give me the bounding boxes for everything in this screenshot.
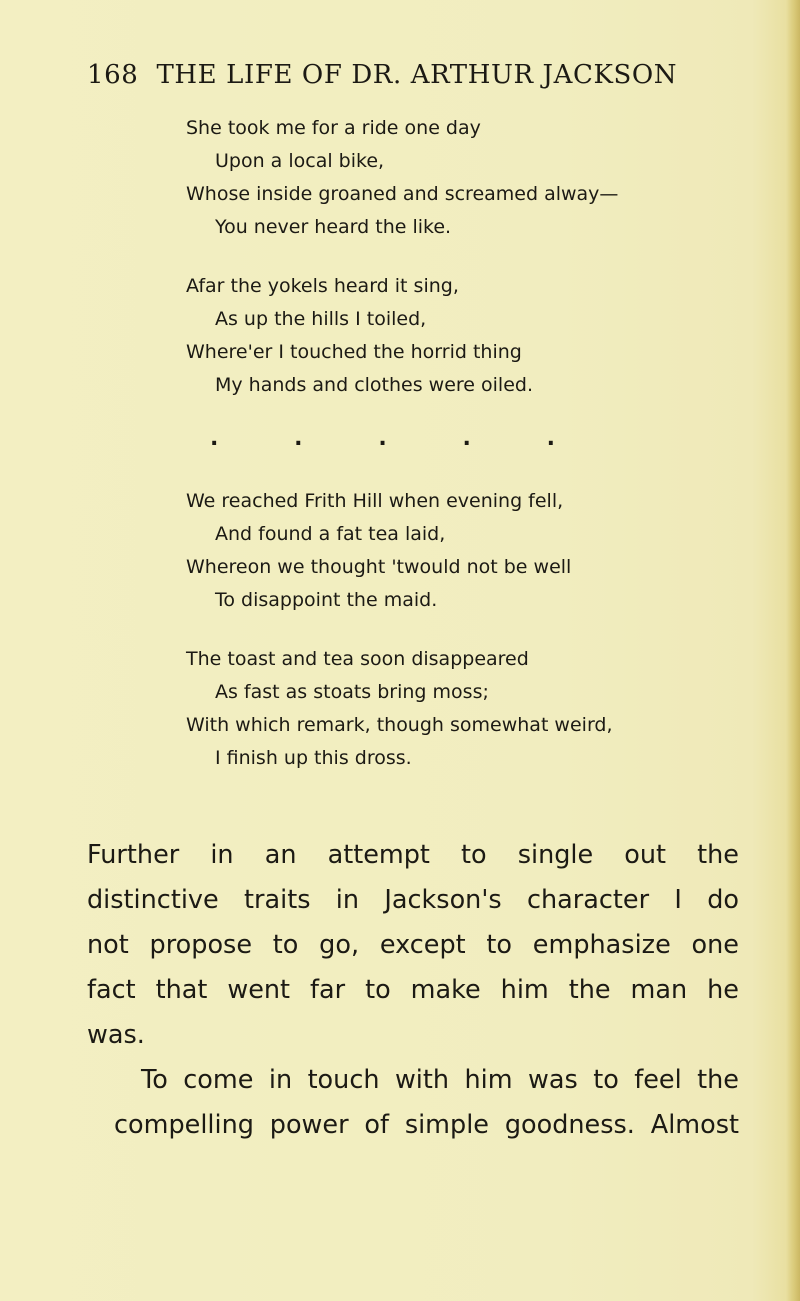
poem-line: Afar the yokels heard it sing, bbox=[186, 275, 459, 297]
ellipsis-dot: . bbox=[210, 426, 219, 451]
poem bbox=[186, 112, 706, 801]
poem-line: To disappoint the maid. bbox=[215, 589, 438, 611]
poem-stanza-4 bbox=[186, 643, 706, 775]
poem-line: We reached Frith Hill when evening fell, bbox=[186, 490, 564, 512]
text-line: not propose to go, except to emphasize one bbox=[87, 930, 739, 960]
poem-line: Where'er I touched the horrid thing bbox=[186, 341, 522, 363]
text-line: To come in touch with him was to feel the bbox=[141, 1065, 739, 1095]
text-line: fact that went far to make him the man he bbox=[87, 975, 739, 1005]
poem-line: Whose inside groaned and screamed alway— bbox=[186, 183, 619, 205]
ellipsis-dot: . bbox=[546, 426, 555, 451]
poem-line: I finish up this dross. bbox=[215, 747, 412, 769]
stanza-break-ellipsis bbox=[210, 428, 555, 460]
poem-line: My hands and clothes were oiled. bbox=[215, 374, 533, 396]
poem-line: Upon a local bike, bbox=[215, 150, 385, 172]
poem-line: Whereon we thought 'twould not be well bbox=[186, 556, 572, 578]
paragraph bbox=[87, 1058, 739, 1148]
ellipsis-dot: . bbox=[294, 426, 303, 451]
poem-stanza-1 bbox=[186, 112, 706, 244]
poem-line: As fast as stoats bring moss; bbox=[215, 681, 489, 703]
page-edge-shadow bbox=[786, 0, 800, 1301]
running-head bbox=[87, 58, 707, 92]
poem-line: She took me for a ride one day bbox=[186, 117, 481, 139]
poem-stanza-2 bbox=[186, 270, 706, 402]
ellipsis-dot: . bbox=[462, 426, 471, 451]
text-line: distinctive traits in Jackson's character I do bbox=[87, 885, 739, 915]
poem-line: With which remark, though somewhat weird, bbox=[186, 714, 613, 736]
poem-line: As up the hills I toiled, bbox=[215, 308, 427, 330]
running-title: THE LIFE OF DR. ARTHUR JACKSON bbox=[156, 60, 678, 90]
poem-line: The toast and tea soon disappeared bbox=[186, 648, 529, 670]
ellipsis-dot: . bbox=[378, 426, 387, 451]
paragraph bbox=[87, 833, 739, 1058]
poem-stanza-3 bbox=[186, 485, 706, 617]
poem-line: And found a fat tea laid, bbox=[215, 523, 446, 545]
body-text bbox=[87, 833, 739, 1148]
poem-line: You never heard the like. bbox=[215, 216, 452, 238]
page-number: 168 bbox=[87, 60, 139, 90]
text-line: Further in an attempt to single out the bbox=[87, 840, 739, 870]
text-line: was. bbox=[87, 1020, 145, 1050]
text-line: compelling power of simple goodness. Almost bbox=[114, 1110, 739, 1140]
